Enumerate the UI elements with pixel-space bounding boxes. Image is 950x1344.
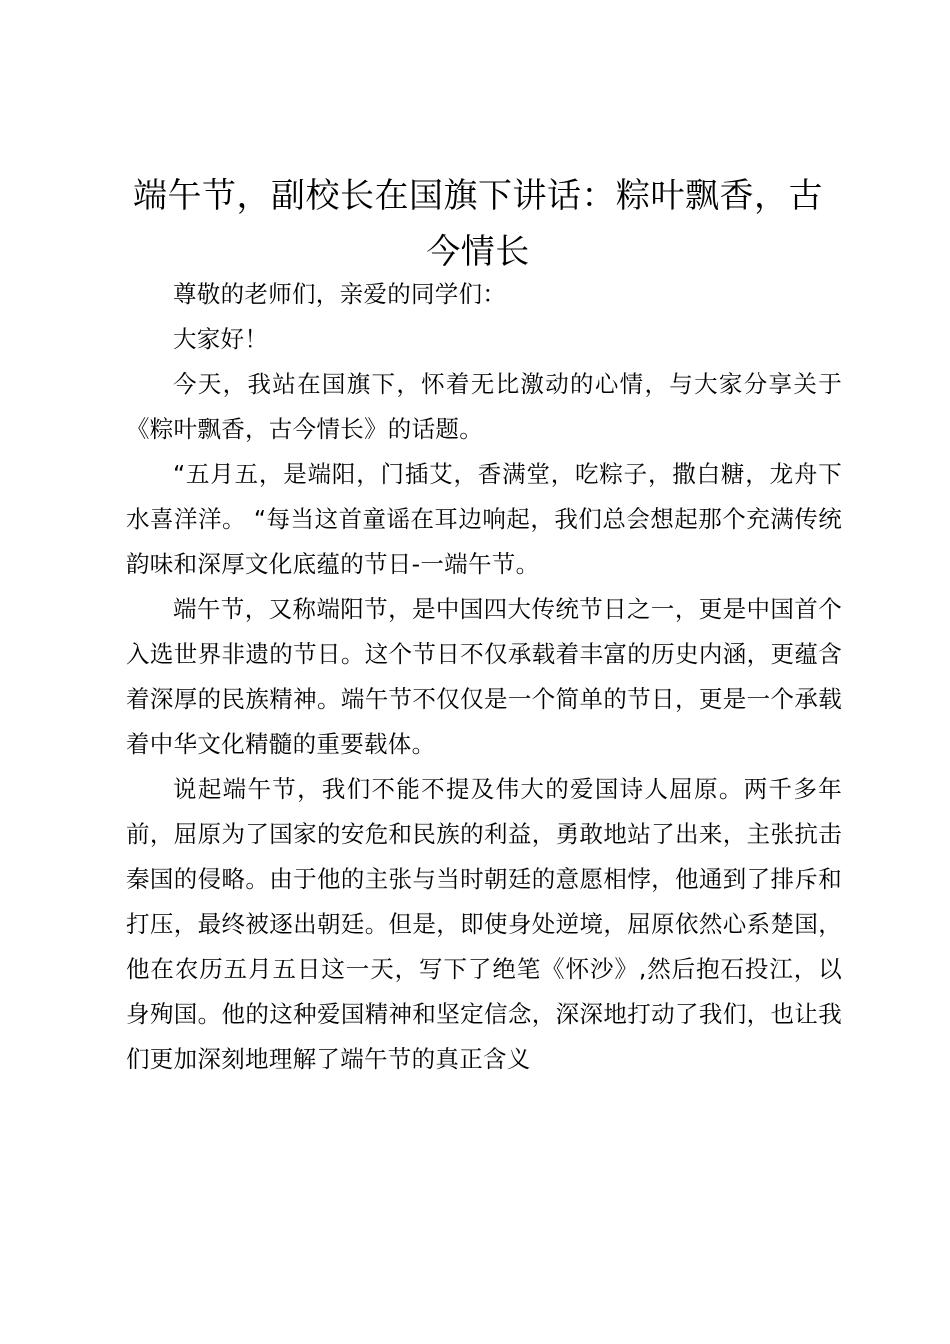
paragraph-salutation: 尊敬的老师们，亲爱的同学们： xyxy=(173,280,507,308)
paragraph-greeting: 大家好！ xyxy=(173,325,269,353)
document-title: 端午节，副校长在国旗下讲话：粽叶飘香，古今情长 xyxy=(133,176,823,272)
paragraph-festival-description: 端午节，又称端阳节，是中国四大传统节日之一，更是中国首个入选世界非遗的节日。这个节日不仅承载着丰富的历史内涵，更蕴含着深厚的民族精神。端午节不仅仅是一个简单的节日，更是一个承载着中华文化精髓的重要载体。 xyxy=(126,595,842,758)
paragraph-nursery-rhyme: “五月五，是端阳，门插艾，香满堂，吃粽子，撒白糖，龙舟下水喜洋洋。 “每当这首童谣在耳边响起，我们总会想起那个充满传统韵味和深厚文化底蕴的节日-一端午节。 xyxy=(126,460,842,578)
paragraph-qu-yuan: 说起端午节，我们不能不提及伟大的爱国诗人屈原。两千多年前，屈原为了国家的安危和民族的利益，勇敢地站了出来，主张抗击秦国的侵略。由于他的主张与当时朝廷的意愿相悖，他通到了排斥和打压，最终被逐出朝廷。但是，即使身处逆境，屈原依然心系楚国，他在农历五月五日这一天，写下了绝笔《怀沙》,然后抱石投江，以身殉国。他的这种爱国精神和坚定信念，深深地打动了我们，也让我们更加深刻地理解了端午节的真正含义 xyxy=(126,775,842,1073)
document-body xyxy=(126,272,842,1082)
paragraph-intro: 今天，我站在国旗下，怀着无比激动的心情，与大家分享关于《粽叶飘香，古今情长》的话题。 xyxy=(126,370,842,443)
